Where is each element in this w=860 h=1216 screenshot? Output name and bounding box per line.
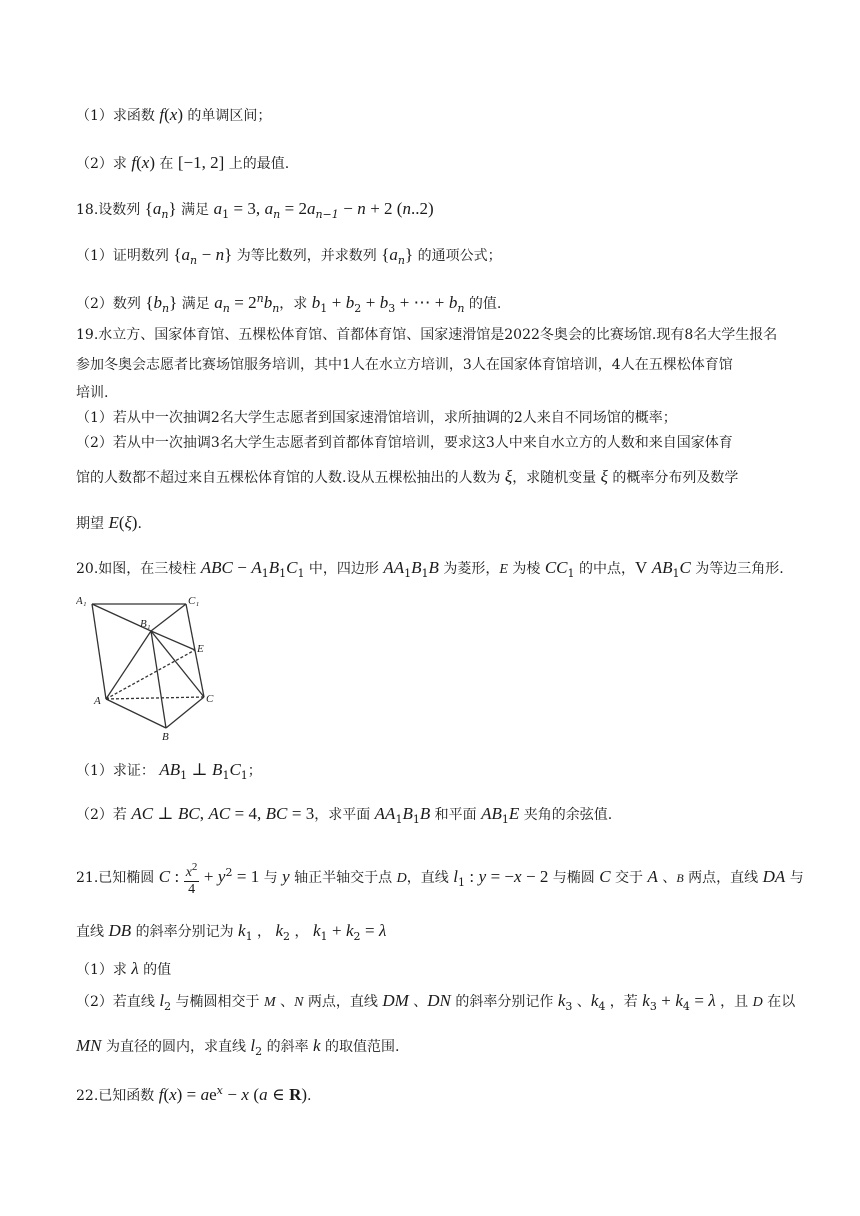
q21-part2-line1: （2）若直线 $l_2$ 与椭圆相交于 M 、N 两点，直线 DM 、DN 的斜率分别记作 $k_3$ 、$k_4$ ，若 $k_3 + k_4 = \lambda$ ，且 D 在以 [76, 991, 796, 1013]
edge-b1a [106, 631, 151, 699]
q18-part1: （1）证明数列 $\{a_n - n\}$ 为等比数列，并求数列 $\{a_n\}$ 的通项公式； [76, 245, 502, 267]
q19-part1: （1）若从中一次抽调2名大学生志愿者到国家速滑馆培训，求所抽调的2人来自不同场馆的概率； [76, 410, 677, 426]
edge-a1a [92, 604, 106, 699]
q20-stem: 20.如图，在三棱柱 ABC − $A_1B_1C_1$ 中，四边形 $AA_1B_1B$ 为菱形，E 为棱 $CC_1$ 的中点，V $AB_1C$ 为等边三角形. [76, 558, 784, 580]
q17-part1: （1）求函数 f(x) 的单调区间； [76, 105, 272, 124]
edge-b1b [151, 631, 166, 728]
label-a: A [94, 695, 101, 707]
q19-line2: 参加冬奥会志愿者比赛场馆服务培训，其中1人在水立方培训，3人在国家体育馆培训，4人在五棵松体育馆 [76, 357, 733, 373]
q20-part1: （1）求证： $AB_1$ ⊥ $B_1C_1$； [76, 760, 262, 782]
edge-c1b1 [151, 604, 186, 631]
prism-figure [76, 592, 226, 742]
q22-stem: 22.已知函数 $f(x) = ae^x - x$ (a ∈ R). [76, 1084, 312, 1104]
q18-stem: 18.设数列 $\{a_n\}$ 满足 $a_1 = 3$, $a_n = 2a_{n-1} - n + 2$ (n..2) [76, 199, 434, 221]
edge-ac-dashed [106, 697, 204, 699]
label-c1: C₁ [188, 595, 200, 607]
edge-b1e [151, 631, 195, 650]
edge-ab [106, 699, 166, 728]
q19-part2-line2: 馆的人数都不超过来自五棵松体育馆的人数.设从五棵松抽出的人数为 ξ，求随机变量 ξ 的概率分布列及数学 [76, 467, 739, 486]
edge-ae-dashed [106, 650, 195, 699]
q20-part2: （2）若 AC ⊥ BC, AC = 4, BC = 3，求平面 $AA_1B_1B$ 和平面 $AB_1E$ 夹角的余弦值. [76, 804, 613, 826]
q18-part2: （2）数列 $\{b_n\}$ 满足 $a_n = 2^nb_n$，求 $b_1 + b_2 + b_3$ + ⋯ + $b_n$ 的值. [76, 292, 502, 315]
label-c: C [206, 693, 214, 705]
q19-part2-line3: 期望 E(ξ). [76, 513, 142, 532]
q21-part2-line2: MN 为直径的圆内，求直线 $l_2$ 的斜率 k 的取值范围. [76, 1036, 400, 1058]
q19-line1: 19.水立方、国家体育馆、五棵松体育馆、首都体育馆、国家速滑馆是2022冬奥会的比赛场馆.现有8名大学生报名 [76, 327, 778, 343]
q21-stem-line1: 21.已知椭圆 C : $\frac{x^2}{4}$ + $y^2 = 1$ 与 y 轴正半轴交于点 D，直线 $l_1$ : y = −x − 2 与椭圆 C 交于 A 、B 两点，直线 DA 与 [76, 860, 804, 897]
q17-part2: （2）求 f(x) 在 [−1, 2] 上的最值. [76, 153, 290, 172]
edge-bc [166, 697, 204, 728]
label-a1: A₁ [76, 595, 87, 607]
q21-stem-line2: 直线 DB 的斜率分别记为 $k_1$ ， $k_2$ ， $k_1 + k_2 = \lambda$ [76, 921, 387, 943]
q19-part2-line1: （2）若从中一次抽调3名大学生志愿者到首都体育馆培训，要求这3人中来自水立方的人数和来自国家体育 [76, 435, 733, 451]
label-e: E [197, 643, 204, 655]
edge-b1c [151, 631, 204, 697]
label-b1: B₁ [140, 618, 151, 630]
q21-part1: （1）求 λ 的值 [76, 959, 172, 978]
label-b: B [162, 731, 169, 742]
q19-line3: 培训. [76, 385, 109, 401]
